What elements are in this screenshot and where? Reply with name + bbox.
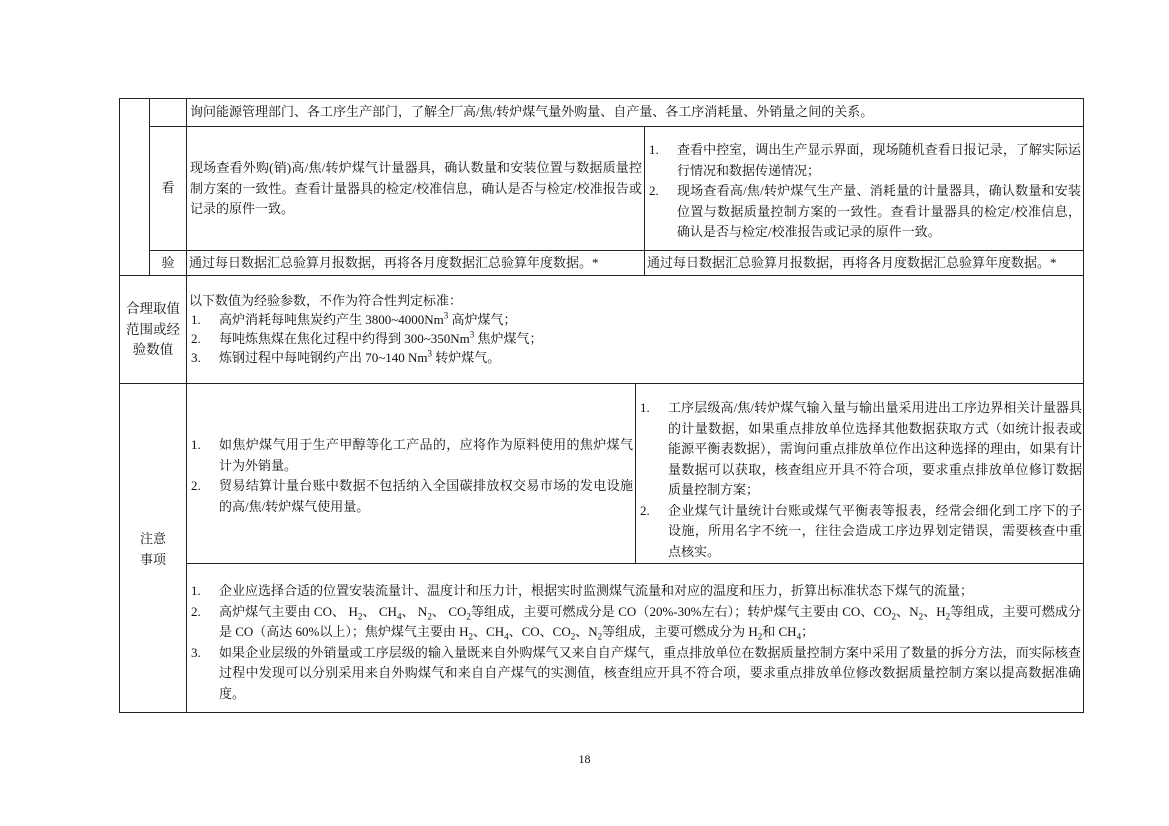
- verify-left-text: 通过每日数据汇总验算月报数据，再将各月度数据汇总验算年度数据。*: [189, 255, 599, 270]
- look-label-text: 看: [161, 180, 175, 195]
- list-item: 1. 如焦炉煤气用于生产甲醇等化工产品的，应将作为原料使用的焦炉煤气计为外销量。: [191, 437, 633, 473]
- list-item: 2. 每吨炼焦煤在焦化过程中约得到 300~350Nm$^3$ 焦炉煤气；: [191, 329, 543, 346]
- reasonable-intro: 以下数值为经验参数，不作为符合性判定标准：: [189, 293, 463, 308]
- list-item: 1. 查看中控室，调出生产显示界面，现场随机查看日报记录，了解实际运行情况和数据传递情况；: [649, 142, 1081, 178]
- row-divider: [119, 383, 1084, 384]
- col-divider: [635, 383, 636, 564]
- col-divider: [644, 126, 645, 276]
- look-left-cell: [190, 158, 642, 220]
- notes-right-cell: [638, 398, 1082, 562]
- list-item: 2. 企业煤气计量统计台账或煤气平衡表等报表，经常会细化到工序下的子设施，所用名字不统一，往往会造成工序边界划定错误，需要核查中重点核实。: [640, 502, 1082, 559]
- verify-right-cell: [647, 253, 1082, 274]
- row-divider: [149, 126, 1084, 127]
- col-divider: [186, 98, 187, 713]
- notes-label: 注意 事项: [139, 531, 166, 567]
- list-item: 1. 企业应选择合适的位置安装流量计、温度计和压力计，根据实时监测煤气流量和对应的温度和压力，折算出标准状态下煤气的流量；: [191, 583, 974, 598]
- look-right-cell: [647, 140, 1081, 243]
- verify-right-text: 通过每日数据汇总验算月报数据，再将各月度数据汇总验算年度数据。*: [647, 255, 1057, 270]
- verify-label-text: 验: [161, 255, 175, 270]
- ask-text: 询问能源管理部门、各工序生产部门，了解全厂高/焦/转炉煤气量外购量、自产量、各工序消耗量、外销量之间的关系。: [190, 104, 874, 119]
- list-item: 1. 工序层级高/焦/转炉煤气输入量与输出量采用进出工序边界相关计量器具的计量数据，如果重点排放单位选择其他数据获取方式（如统计报表或能源平衡表数据），需询问重点排放单位作出这种选择的理由，如果有计量数据可以获取，核查组应开具不符合项，要求重点排放单位修订数据质量控制方案；: [640, 400, 1082, 497]
- row-divider: [119, 275, 1084, 276]
- notes-left-cell: [189, 435, 633, 517]
- page-number: 18: [578, 752, 591, 766]
- row-divider: [149, 250, 1084, 251]
- reasonable-label: 合理取值 范围或经 验数值: [126, 301, 180, 357]
- list-item: 1. 高炉消耗每吨焦炭约产生 3800~4000Nm$^3$ 高炉煤气；: [191, 310, 517, 327]
- list-item: 2. 高炉煤气主要由 CO、 $H_2$、 $CH_4$、 $N_2$、 $CO_2$等组成，主要可燃成分是 CO（20%-30%左右）；转炉煤气主要由 CO、$CO_2$、$N_2$、$H_2$等组成，主要可燃成分是 CO（高达 60%以上）；焦炉煤气主要由 $H_2$、$CH_4$、CO、$CO_2$、$N_2$等组成，主要可燃成分为 $H_2$和 $CH_4$；: [191, 603, 1082, 642]
- list-item: 3. 炼钢过程中每吨钢约产出 70~140 Nm$^3$ 转炉煤气。: [191, 348, 501, 365]
- verify-left-cell: [189, 253, 644, 274]
- ask-row-text: [190, 102, 1080, 123]
- notes-bottom-cell: [189, 581, 1081, 704]
- list-item: 2. 现场查看高/焦/转炉煤气生产量、消耗量的计量器具，确认数量和安装位置与数据质量控制方案的一致性。查看计量器具的检定/校准信息，确认是否与检定/校准报告或记录的原件一致。: [649, 183, 1081, 239]
- look-left-text: 现场查看外购(销)高/焦/转炉煤气计量器具，确认数量和安装位置与数据质量控制方案的一致性。查看计量器具的检定/校准信息，确认是否与检定/校准报告或记录的原件一致。: [190, 160, 642, 216]
- look-label: [150, 178, 186, 199]
- list-item: 3. 如果企业层级的外销量或工序层级的输入量既来自外购煤气又来自自产煤气，重点排放单位在数据质量控制方案中采用了数量的拆分方法，而实际核查过程中发现可以分别采用来自外购煤气和来自自产煤气的实测值，核查组应开具不符合项，要求重点排放单位修改数据质量控制方案以提高数据准确度。: [191, 644, 1081, 701]
- reasonable-content: [189, 291, 1079, 367]
- verify-label: [150, 253, 186, 274]
- list-item: 2. 贸易结算计量台账中数据不包括纳入全国碳排放权交易市场的发电设施的高/焦/转炉煤气使用量。: [191, 478, 633, 514]
